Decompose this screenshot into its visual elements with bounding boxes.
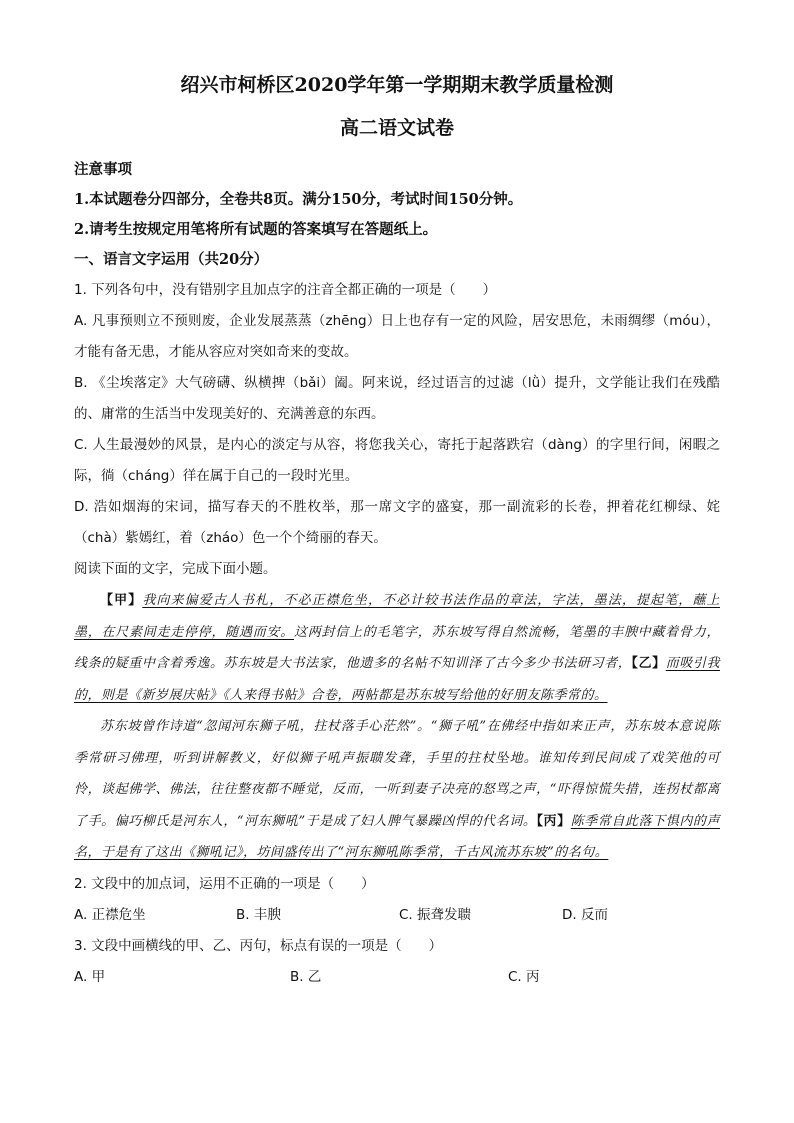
question-3-option-b: B. 乙 <box>290 968 322 985</box>
question-1-option-b: B. 《尘埃落定》大气磅礴、纵横捭（bǎi）阖。阿来说，经过语言的过滤（lǜ）提升，文学能让我们在残酷的、庸常的生活当中发现美好的、充满善意的东西。 <box>74 375 720 422</box>
question-1-option-a: A. 凡事预则立不预则废，企业发展蒸蒸（zhēng）日上也存有一定的风险，居安思危，未雨绸缪（móu），才能有备无患，才能从容应对突如奇来的变故。 <box>74 313 720 360</box>
mark-bing: 【丙】 <box>536 813 571 829</box>
question-3-option-a: A. 甲 <box>74 968 106 985</box>
question-2-stem: 2. 文段中的加点词，运用不正确的一项是（ ） <box>74 875 375 892</box>
passage-paragraph-1 <box>74 585 720 711</box>
question-2-option-c: C. 振聋发聩 <box>399 906 472 923</box>
exam-subtitle: 高二语文试卷 <box>339 117 454 139</box>
mark-jia: 【甲】 <box>100 593 143 608</box>
notice-heading: 注意事项 <box>74 161 132 178</box>
passage-2-text: 苏东坡曾作诗道“忽闻河东狮子吼，拄杖落手心茫然”。“狮子吼”在佛经中指如来正声，苏东坡本意说陈季常研习佛理，听到讲解教义，好似狮子吼声振聩发聋，手里的拄杖坠地。谁知传到民间成了戏笑他的可怜，谈起佛学、佛法，往往整夜都不睡觉，反而，一听到妻子决亮的怒骂之声，“吓得惊慌失措，连拐杖都离了手。偏巧柳氏是河东人，“河东狮吼”于是成了妇人脾气暴躁凶悍的代名词。 <box>74 719 720 829</box>
sentence-bing: 陈季常自此落下惧内的声名，于是有了这出《狮吼记》，坊间盛传出了“河东狮吼陈季常，千古风流苏东坡”的名句。 <box>74 813 720 860</box>
question-3-option-c: C. 丙 <box>508 968 540 985</box>
question-2-option-b: B. 丰腴 <box>236 906 281 923</box>
question-2-options <box>74 900 720 931</box>
question-2-option-d: D. 反而 <box>562 906 608 923</box>
sentence-yi: 而吸引我的，则是《新岁展庆帖》《人来得书帖》合卷，两帖都是苏东坡写给他的好朋友陈季常的。 <box>74 656 720 703</box>
question-2-option-a: A. 正襟危坐 <box>74 906 146 923</box>
reading-intro: 阅读下面的文字，完成下面小题。 <box>74 561 277 577</box>
exam-title: 绍兴市柯桥区2020学年第一学期期末教学质量检测 <box>180 74 614 96</box>
question-1-stem: 1. 下列各句中，没有错别字且加点字的注音全都正确的一项是（ ） <box>74 282 497 298</box>
question-1-option-d: D. 浩如烟海的宋词，描写春天的不胜枚举，那一席文字的盛宴，那一副流彩的长卷，押着花红柳绿、姹（chà）紫嫣红，着（zháo）色一个个绮丽的春天。 <box>74 499 720 546</box>
question-1-option-c: C. 人生最漫妙的风景，是内心的淡定与从容，将您我关心，寄托于起落跌宕（dàng）的字里行间，闲暇之际，徜（cháng）徉在属于自己的一段时光里。 <box>74 437 720 484</box>
notice-item-2: 2.请考生按规定用笔将所有试题的答案填写在答题纸上。 <box>74 221 438 238</box>
section-1-heading: 一、语言文字运用（共20分） <box>74 251 269 268</box>
passage-1-middle: 这两封信上的毛笔字，苏东坡写得自然流畅，笔墨的丰腴中藏着骨力，线条的疑重中含着秀逸。苏东坡是大书法家，他遗多的名帖不知训泽了古今多少书法研习者， <box>74 624 720 671</box>
mark-yi: 【乙】 <box>631 656 666 671</box>
sentence-jia: 我向来偏爱古人书札，不必正襟危坐，不必计较书法作品的章法，字法，墨法，提起笔，蘸上墨，在尺素间走走停停，随遇而安。 <box>74 593 720 640</box>
question-3-options <box>74 962 720 993</box>
passage-paragraph-2 <box>74 711 720 869</box>
notice-item-1: 1.本试题卷分四部分，全卷共8页。满分150分，考试时间150分钟。 <box>74 191 523 208</box>
question-3-stem: 3. 文段中画横线的甲、乙、丙句，标点有误的一项是（ ） <box>74 937 443 954</box>
